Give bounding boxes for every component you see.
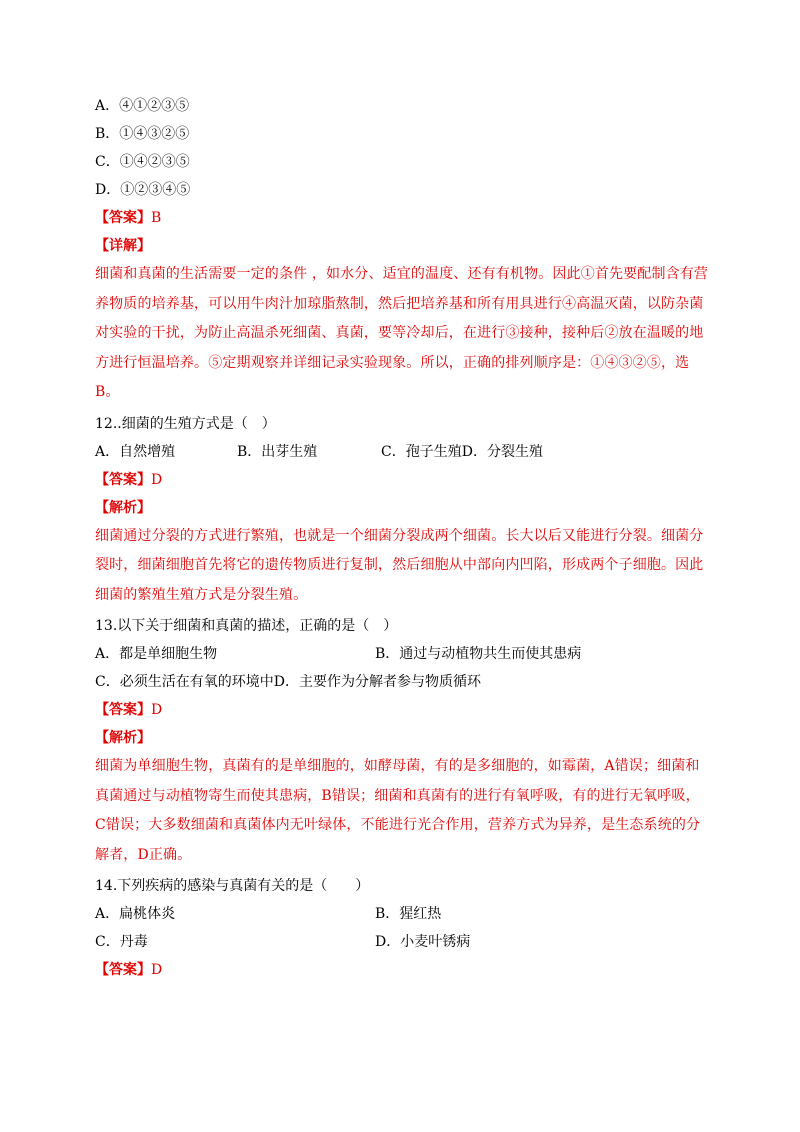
answer-line xyxy=(95,204,710,232)
option-row-2 xyxy=(95,668,710,696)
explanation-text: 细菌为单细胞生物，真菌有的是单细胞的，如酵母菌，有的是多细胞的，如霉菌，A错误；细菌和真菌通过与动植物寄生而使其患病，B错误；细菌和真菌有的进行有氧呼吸，有的进行无氧呼吸，C错误；大多数细菌和真菌体内无叶绿体，不能进行光合作用，营养方式为异养，是生态系统的分解者，D正确。 xyxy=(95,758,701,863)
answer-line xyxy=(95,956,710,984)
question-text: 12..细菌的生殖方式是（ ） xyxy=(95,415,276,432)
option-row-1 xyxy=(95,900,710,928)
answer-letter: B xyxy=(151,210,162,226)
option-b: B．猩红热 xyxy=(375,906,442,922)
answer-letter: D xyxy=(151,962,163,978)
option-d: D．小麦叶锈病 xyxy=(375,934,471,950)
document-page xyxy=(95,92,710,984)
explain-tag: 【解析】 xyxy=(95,499,151,516)
option-row xyxy=(95,438,710,466)
answer-tag: 【答案】 xyxy=(95,702,151,718)
option-c: C．丹毒 xyxy=(95,934,148,950)
answer-tag: 【答案】 xyxy=(95,471,151,488)
option-b: B．出芽生殖 xyxy=(237,443,318,460)
explanation-text: 细菌和真菌的生活需要一定的条件 ，如水分、适宜的温度、还有有机物。因此①首先要配制含有营养物质的培养基，可以用牛肉汁加琼脂熬制，然后把培养基和所有用具进行④高温灭菌，以防杂菌对实验的干扰，为防止高温杀死细菌、真菌，要等冷却后，在进行③接种，接种后②放在温暖的地方进行恒温培养。⑤定期观察并详细记录实验现象。所以，正确的排列顺序是：①④③②⑤，选B。 xyxy=(95,266,709,400)
option-c: C．必须生活在有氧的环境中 xyxy=(95,674,274,690)
answer-line xyxy=(95,466,710,494)
option-a: A．④①②③⑤ xyxy=(95,98,190,114)
answer-tag: 【答案】 xyxy=(95,210,151,226)
question-11-block xyxy=(95,92,710,408)
question-12-block xyxy=(95,410,710,611)
question-14-block xyxy=(95,872,710,984)
option-row-1 xyxy=(95,640,710,668)
option-d: D．主要作为分解者参与物质循环 xyxy=(273,674,481,690)
answer-letter: D xyxy=(151,702,163,718)
question-13-block xyxy=(95,612,710,870)
answer-line xyxy=(95,696,710,724)
option-c: C．孢子生殖 xyxy=(381,443,462,460)
option-c: C．①④②③⑤ xyxy=(95,154,190,170)
option-a: A．都是单细胞生物 xyxy=(95,646,218,662)
option-d: D．①②③④⑤ xyxy=(95,182,191,198)
answer-letter: D xyxy=(151,471,163,488)
option-d: D．分裂生殖 xyxy=(461,443,543,460)
option-b: B．通过与动植物共生而使其患病 xyxy=(375,646,582,662)
answer-tag: 【答案】 xyxy=(95,962,151,978)
option-a: A．自然增殖 xyxy=(95,443,176,460)
explanation-text: 细菌通过分裂的方式进行繁殖，也就是一个细菌分裂成两个细菌。长大以后又能进行分裂。细菌分裂时，细菌细胞首先将它的遗传物质进行复制，然后细胞从中部向内凹陷，形成两个子细胞。因此细菌的繁殖生殖方式是分裂生殖。 xyxy=(95,527,704,603)
question-text: 13.以下关于细菌和真菌的描述，正确的是（ ） xyxy=(95,618,398,634)
option-a: A．扁桃体炎 xyxy=(95,906,176,922)
option-b: B．①④③②⑤ xyxy=(95,126,190,142)
explain-tag: 【解析】 xyxy=(95,730,151,746)
option-row-2 xyxy=(95,928,710,956)
explain-tag: 【详解】 xyxy=(95,238,151,254)
question-text: 14.下列疾病的感染与真菌有关的是（ ） xyxy=(95,878,370,894)
